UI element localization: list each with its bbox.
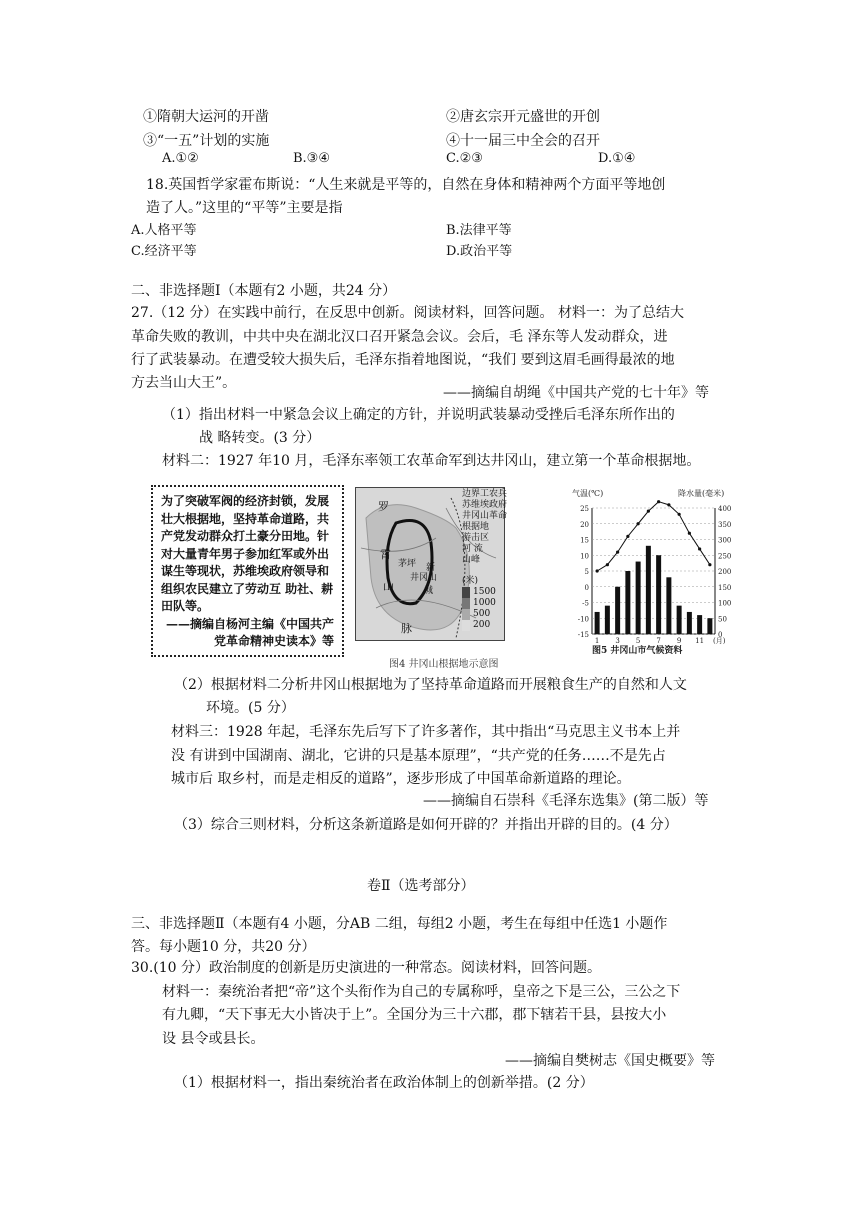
temp-tick-label: 25	[580, 505, 589, 513]
precip-bar	[615, 587, 620, 634]
q27-line3: 行了武装暴动。在遭受较大损失后，毛泽东指着地图说，“我们 要到这眉毛画得最浓的地	[131, 352, 675, 368]
legend-item: 山峰	[462, 555, 481, 565]
temperature-point	[647, 510, 650, 513]
q17-choice-b: B.③④	[293, 151, 330, 166]
precip-bar	[646, 546, 651, 634]
q18-stem-line1: 18.英国哲学家霍布斯说：“人生来就是平等的，自然在身体和精神两个方面平等地创	[146, 177, 666, 193]
q18-choice-c: C.经济平等	[131, 244, 197, 259]
q27-material3-line1: 材料三：1928 年起，毛泽东先后写下了许多著作，其中指出“马克思主义书本上并	[171, 724, 681, 740]
section2-heading: 二、非选择题Ⅰ（本题有2 小题，共24 分）	[131, 283, 397, 299]
map-label: 罗	[378, 500, 389, 513]
q17-choice-c: C.②③	[446, 151, 483, 166]
precip-bar	[656, 555, 661, 634]
precip-bar	[636, 562, 641, 634]
temp-tick-label: 15	[580, 536, 589, 545]
legend-item: 河 流	[462, 544, 483, 554]
temperature-point	[688, 532, 691, 535]
temperature-line	[597, 502, 710, 571]
temp-tick-label: -10	[577, 615, 589, 624]
legend-scale: 200	[462, 620, 520, 631]
q18-choice-b: B.法律平等	[446, 223, 512, 238]
legend-item: 根据地	[462, 522, 490, 532]
precip-tick-label: 400	[718, 505, 732, 513]
map-label: 茅坪	[398, 559, 417, 569]
x-tick-label: 11	[695, 637, 705, 645]
q17-option-1: ①隋朝大运河的开凿	[143, 109, 269, 125]
q18-choice-d: D.政治平等	[446, 244, 513, 259]
q30-material1-line1: 材料一：秦统治者把“帝”这个头衔作为自己的专属称呼，皇帝之下是三公，三公之下	[162, 984, 681, 1000]
q27-sub2-line2: 环境。(5 分）	[206, 700, 295, 716]
map-label: 城	[424, 586, 434, 596]
precip-bar	[605, 606, 610, 634]
temperature-point	[678, 513, 681, 516]
q27-line4: 方去当山大王”。	[131, 375, 237, 391]
map-label: 井冈山	[410, 573, 438, 583]
precip-tick-label: 50	[718, 615, 727, 624]
map-label: 山	[383, 580, 394, 593]
map-caption: 图4 井冈山根据地示意图	[389, 659, 499, 670]
part2-heading-line1: 三、非选择题Ⅱ（本题有4 小题，分AB 二组，每组2 小题，考生在每组中任选1 小题作	[131, 916, 668, 932]
precip-tick-label: 150	[718, 583, 732, 592]
q30-source: ——摘编自樊树志《国史概要》等	[505, 1053, 715, 1069]
q27-sub1-line1: （1）指出材料一中紧急会议上确定的方针，并说明武装暴动受挫后毛泽东所作出的	[162, 407, 675, 423]
temp-tick-label: 5	[584, 568, 589, 576]
precip-tick-label: 250	[718, 552, 732, 561]
climate-chart-svg	[570, 486, 740, 656]
q27-source3: ——摘编自石崇科《毛泽东选集》(第二版）等	[423, 793, 709, 809]
q27-line2: 革命失败的教训，中共中央在湖北汉口召开紧急会议。会后，毛 泽东等人发动群众，进	[131, 329, 668, 345]
temp-tick-label: 20	[580, 520, 589, 529]
precip-bar	[697, 615, 702, 634]
map-legend	[462, 487, 520, 641]
q27-line1: 27.（12 分）在实践中前行，在反思中创新。阅读材料，回答问题。 材料一：为了总结大	[131, 305, 684, 321]
temp-tick-label: -5	[582, 599, 589, 608]
precip-tick-label: 0	[718, 631, 723, 639]
q27-sub3: （3）综合三则材料，分析这条新道路是如何开辟的？并指出开辟的目的。(4 分）	[174, 817, 678, 833]
q27-material3-line3: 城市后 取乡村，而是走相反的道路”，逐步形成了中国革命新道路的理论。	[171, 771, 631, 787]
precip-tick-label: 100	[718, 599, 732, 608]
q18-stem-line2: 造了人。”这里的“平等”主要是指	[146, 200, 343, 216]
q17-option-3: ③“一五”计划的实施	[143, 133, 270, 149]
part2-title: 卷Ⅱ（选考部分）	[367, 878, 475, 894]
precip-bar	[595, 612, 600, 634]
y-axis-right-label: 降水量(毫米)	[678, 489, 725, 498]
legend-scale-unit: (米)	[462, 576, 479, 586]
q27-material3-line2: 没 有讲到中国湖南、湖北，它讲的只是基本原理”，“共产党的任务……不是先占	[171, 748, 666, 764]
temperature-point	[708, 563, 711, 566]
precip-bar	[677, 606, 682, 634]
q30-material1-line3: 设 县令或县长。	[162, 1031, 265, 1047]
map-label: 霄	[380, 548, 391, 561]
precip-tick-label: 300	[718, 536, 732, 545]
q17-choice-d: D.①④	[598, 151, 636, 166]
precip-bar	[687, 612, 692, 634]
x-tick-label: 5	[635, 637, 641, 645]
q17-option-4: ④十一届三中全会的召开	[446, 133, 600, 149]
legend-item: 苏维埃政府	[462, 500, 508, 510]
q30-material1-line2: 有九卿，“天下事无大小皆决于上”。全国分为三十六郡，郡下辖若干县，县按大小	[162, 1007, 667, 1023]
map-label: 脉	[401, 622, 412, 635]
precip-tick-label: 200	[718, 568, 732, 576]
precip-bar	[625, 571, 630, 634]
material2-quote-source: ——摘编自杨河主编《中国共产党革命精神史读本》等	[165, 616, 334, 648]
q17-choice-a: A.①②	[162, 151, 199, 166]
precip-tick-label: 350	[718, 520, 732, 529]
q30-sub1: （1）根据材料一，指出秦统治者在政治体制上的创新举措。(2 分）	[174, 1075, 594, 1091]
chart-title: 图5 井冈山市气候资料	[592, 646, 683, 656]
material2-quote-box	[151, 485, 344, 657]
temp-tick-label: 0	[584, 583, 589, 592]
q27-material2: 材料二：1927 年10 月，毛泽东率领工农革命军到达井冈山，建立第一个革命根据地。	[162, 453, 701, 469]
q30-stem: 30.(10 分）政治制度的创新是历史演进的一种常态。阅读材料，回答问题。	[131, 960, 601, 976]
precip-bar	[666, 577, 671, 634]
temperature-point	[606, 563, 609, 566]
x-tick-label: 1	[594, 637, 600, 645]
q17-option-2: ②唐玄宗开元盛世的开创	[446, 109, 600, 125]
q27-sub1-line2: 战 略转变。(3 分）	[199, 430, 321, 446]
temperature-point	[698, 547, 701, 550]
legend-item: 井冈山革命	[462, 511, 508, 521]
temperature-point	[657, 500, 660, 503]
legend-item: 游击区	[462, 533, 490, 543]
x-axis-unit: (月)	[713, 637, 726, 645]
precip-bar	[707, 618, 712, 634]
temp-tick-label: -15	[577, 631, 589, 639]
temperature-point	[596, 569, 599, 572]
temperature-point	[616, 551, 619, 554]
part2-heading-line2: 答。每小题10 分，共20 分）	[131, 939, 316, 955]
temp-tick-label: 10	[580, 552, 589, 561]
temperature-point	[637, 522, 640, 525]
q27-sub2-line1: （2）根据材料二分析井冈山根据地为了坚持革命道路而开展粮食生产的自然和人文	[174, 677, 687, 693]
legend-scale: 500	[462, 609, 520, 620]
climate-chart	[570, 486, 740, 656]
material2-quote-text: 为了突破军阀的经济封锁，发展壮大根据地，坚持革命道路，共产党发动群众打土豪分田地。针对大量青年男子参加红军或外出谋生等现状，苏维埃政府领导和组织农民建立了劳动互 助社、耕田队等。	[161, 494, 334, 613]
temperature-point	[667, 503, 670, 506]
y-axis-left-label: 气温(℃)	[572, 489, 604, 498]
map-label: 新	[426, 563, 436, 573]
x-tick-label: 3	[615, 637, 620, 645]
x-tick-label: 7	[656, 637, 661, 645]
x-tick-label: 9	[676, 637, 682, 645]
q27-source1: ——摘编自胡绳《中国共产党的七十年》等	[443, 385, 709, 401]
legend-scale: 1000	[462, 598, 520, 609]
legend-item: 边界工农兵	[462, 489, 508, 499]
q18-choice-a: A.人格平等	[131, 223, 197, 238]
temperature-point	[626, 535, 629, 538]
legend-scale: 1500	[462, 587, 520, 598]
